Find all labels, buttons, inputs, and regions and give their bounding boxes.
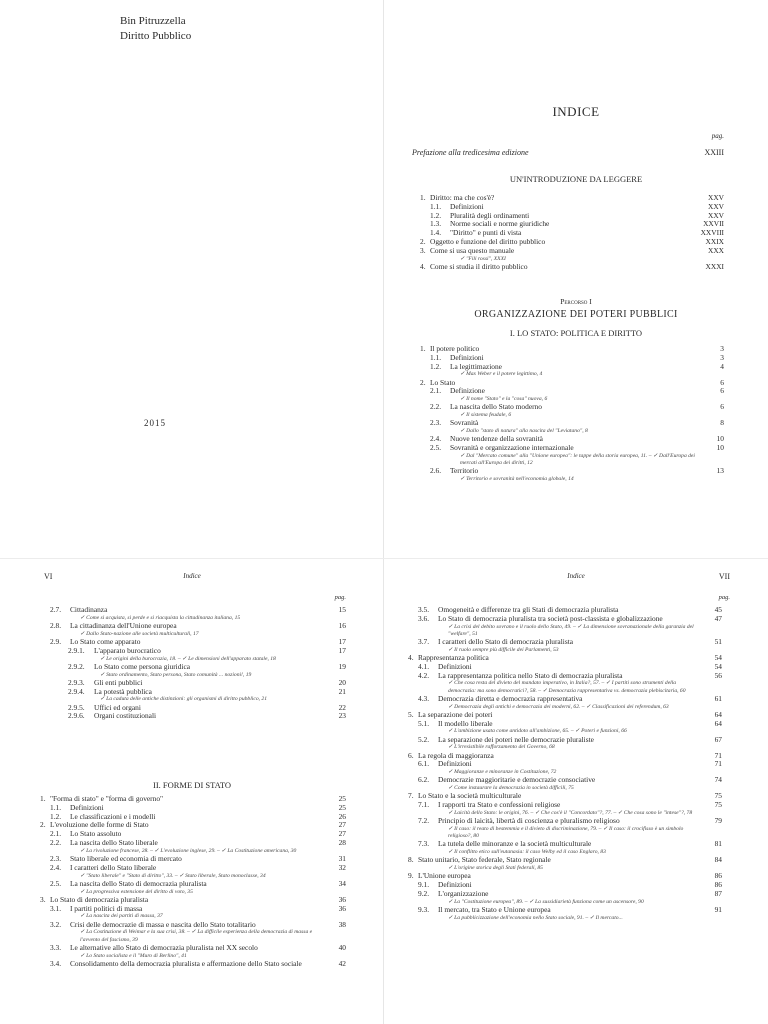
toc-entry-number: 2.2. [50,837,62,847]
toc-entry-page: 25 [338,802,346,812]
toc-entry-number: 3. [420,245,426,255]
toc-entry-text: Il potere politico [430,344,480,353]
toc-entry-page: 86 [714,871,722,881]
toc-entry-text: Omogeneità e differenze tra gli Stati di democrazia pluralista [438,605,619,614]
toc-entry-number: 9.1. [418,880,430,890]
toc-entry-text: "Diritto" e punti di vista [450,228,522,238]
toc-entry-page: 45 [714,605,722,614]
toc-entry-number: 1.1. [430,201,442,211]
toc-entry-text: Le alternative allo Stato di democrazia pluralista nel XX secolo [70,942,258,952]
toc-subnote[interactable] [40,696,346,703]
chapter-title: II. FORME DI STATO [152,780,232,790]
toc-entry-page: 56 [714,670,722,680]
toc-entry-number: 1.1. [430,352,442,362]
toc-entry[interactable] [408,906,722,915]
toc-entry-number: 7.1. [418,800,430,810]
toc-entry-page: 17 [338,637,346,646]
toc-entry-number: 1.3. [430,219,442,229]
toc-entry-page: 74 [714,775,722,785]
toc-entry-text: ✓ La rivoluzione francese, 28. – ✓ L'evoluzione inglese, 29. – ✓ La Costituzione americana, 30 [80,847,297,854]
toc-entry-text: ✓ Il ruolo sempre più difficile dei Parlamenti, 53 [448,646,559,653]
toc-entry[interactable] [40,944,346,953]
toc-entry-page: 22 [338,702,346,712]
toc-entry-text: ✓ La progressiva estensione del diritto di voto, 35 [80,888,193,895]
toc-entry-number: 5. [408,709,414,719]
toc-entry-page: 84 [714,855,722,865]
chapter-title: I. LO STATO: POLITICA E DIRITTO [509,328,643,338]
toc-entry-number: 2.5. [50,878,62,888]
toc-entry[interactable] [40,688,346,697]
toc-entry-text: Territorio [450,466,479,476]
toc-entry-number: 7.2. [418,816,430,826]
toc-entry-page: 79 [714,816,722,826]
toc-entry-text: Diritto: ma che cos'è? [430,193,495,202]
toc-entry-text: ✓ Maggioranze e minoranze in Costituzione, 72 [448,769,557,776]
toc-entry-text: Gli enti pubblici [94,677,143,687]
index-title: INDICE [552,104,600,119]
toc-entry-page: 19 [338,661,346,671]
toc-entry-text: Definizioni [438,661,472,671]
toc-entry-text: ✓ Dal "Mercato comune" alla "Unione europea": le tappe della storia europea, 11. – ✓ Dall'Europa dei mercati all'Europa dei diritti, 12 [460,452,695,467]
toc-entry-text: Definizioni [438,880,472,890]
toc-entry[interactable] [40,864,346,873]
toc-entry-text: L'organizzazione [438,888,489,898]
toc-entry-page: 3 [720,344,724,353]
toc-entry[interactable] [420,403,724,412]
toc-entry[interactable] [420,247,724,256]
toc-entry-text: L'Unione europea [418,871,471,881]
toc-entry-page: 6 [720,386,724,396]
toc-entry-number: 2.2. [430,402,442,412]
toc-entry-page: 64 [714,718,722,728]
toc-entry-text: La separazione dei poteri [418,709,493,719]
toc-entry-text: ✓ Le origini della burocrazia, 18. – ✓ Le dimensioni dell'apparato statale, 18 [100,655,276,662]
toc-entry-text: Il mercato, tra Stato e Unione europea [438,904,551,914]
toc-entry-page: 67 [714,734,722,744]
toc-entry[interactable] [420,363,724,372]
toc-entry-number: 2.6. [430,466,442,476]
toc-entry-number: 2.4. [430,434,442,444]
toc-entry-text: Lo Stato di democrazia pluralista tra società post-classista e globalizzazione [438,613,663,623]
percorso-label: Percorso I [560,297,592,306]
toc-entry-text: Lo Stato come persona giuridica [94,661,191,671]
toc-entry-page: 40 [338,942,346,952]
toc-entry-text: Crisi delle democrazie di massa e nascita dello Stato totalitario [70,919,256,929]
toc-entry-text: La potestà pubblica [94,686,152,696]
intro-toc-list [420,194,724,272]
toc-list-b [40,795,346,969]
toc-entry[interactable] [40,839,346,848]
toc-entry-text: Le classificazioni e i modelli [70,811,156,821]
toc-entry-page: XXV [707,201,724,211]
toc-entry-page: XXXI [705,261,724,271]
toc-subnote[interactable] [408,915,722,922]
toc-entry-number: 1.2. [50,811,62,821]
toc-entry-page: 26 [338,811,346,821]
toc-entry-text: I caratteri dello Stato liberale [70,862,157,872]
toc-entry[interactable] [408,856,722,865]
toc-entry-text: ✓ Che cosa resta del divieto del mandato imperativo, in Italia?, 57. – ✓ I partiti sono strumenti della democrazia: ma sono democratici?, 58. – ✓ Democrazia rappresentativa vs. democrazia plebiscitaria, 60 [448,680,686,694]
toc-subnote[interactable] [420,453,724,467]
toc-subnote[interactable] [408,680,722,694]
toc-entry-number: 3.5. [418,605,430,614]
toc-entry-number: 3. [40,894,46,904]
running-header: Indice [183,572,201,580]
toc-entry-page: 34 [338,878,346,888]
toc-entry-page: 91 [714,904,722,914]
toc-entry-number: 2.9.3. [68,677,85,687]
toc-entry-page: 32 [338,862,346,872]
toc-list-a [40,606,346,721]
toc-entry-number: 2.1. [50,829,62,839]
toc-entry-text: ✓ L'ambizione usata come antidoto all'ambizione, 65. – ✓ Poteri e funzioni, 66 [448,728,627,735]
toc-entry-page: 4 [720,361,724,371]
toc-entry-page: 75 [714,800,722,810]
toc-entry-text: La cittadinanza dell'Unione europea [70,621,177,630]
pag-label: pag. [718,594,730,601]
book-title: Diritto Pubblico [120,30,192,42]
toc-entry-number: 6.2. [418,775,430,785]
toc-entry-page: XXV [707,210,724,220]
toc-entry-number: 3.3. [50,942,62,952]
index-page-first [384,0,768,560]
toc-entry-text: Uffici ed organi [94,702,141,712]
toc-entry-number: 2.8. [50,621,62,630]
index-page-vii [384,560,768,1024]
toc-entry-text: ✓ La Costituzione di Weimar e la sua crisi, 38. – ✓ La difficile esperienza della democrazia di massa e l'avvento del fascismo, 39 [80,929,313,943]
toc-subnote[interactable] [408,624,722,638]
toc-entry-text: Il modello liberale [438,718,493,728]
toc-entry-text: ✓ L'irresistibile rafforzamento del Governo, 68 [448,744,555,751]
toc-entry-number: 2.4. [50,862,62,872]
toc-entry-text: ✓ "Fili rossi", XXXI [460,255,506,262]
author-name: Bin Pitruzzella [120,15,186,27]
toc-entry-number: 2.9.2. [68,661,85,671]
toc-entry[interactable] [40,606,346,615]
toc-entry[interactable] [40,880,346,889]
toc-entry-number: 1.2. [430,361,442,371]
toc-entry-number: 3.7. [418,637,430,646]
toc-entry-number: 3.6. [418,613,430,623]
toc-entry[interactable] [40,905,346,914]
toc-entry-page: 25 [338,794,346,803]
toc-entry-page: 31 [338,853,346,863]
toc-entry-number: 2.9. [50,637,62,646]
toc-entry-number: 2.9.1. [68,645,85,655]
toc-entry[interactable] [408,817,722,826]
toc-entry-text: ✓ La nascita dei partiti di massa, 37 [80,913,163,920]
toc-entry-page: 71 [714,750,722,760]
toc-entry-number: 2.5. [430,443,442,453]
toc-entry[interactable] [40,622,346,631]
intro-heading: UN'INTRODUZIONE DA LEGGERE [509,174,643,184]
toc-entry-page: 6 [720,402,724,412]
author-block [120,14,191,44]
toc-entry-text: Pluralità degli ordinamenti [450,210,530,220]
toc-entry-text: Sovranità [450,418,479,428]
toc-entry-text: La nascita dello Stato moderno [450,402,542,412]
toc-subnote[interactable] [420,371,724,378]
toc-entry-number: 2.9.5. [68,702,85,712]
toc-entry-number: 2.9.4. [68,686,85,696]
pag-label: pag. [711,132,724,140]
toc-entry-text: ✓ La crisi del debito sovrano e il ruolo dello Stato, 49. – ✓ La dimensione sovranazionale della garanzia del "welfare", 51 [448,623,694,637]
toc-entry-number: 1.1. [50,802,62,812]
toc-entry-number: 4. [420,261,426,271]
toc-entry-text: ✓ La "Costituzione europea", 89. – ✓ La sussidiarietà funziona come un ascensore, 90 [448,898,644,905]
toc-entry-text: I rapporti tra Stato e confessioni religiose [438,800,561,810]
toc-entry-number: 3.2. [50,919,62,929]
toc-entry-page: 75 [714,791,722,801]
toc-entry-number: 2.3. [50,853,62,863]
toc-entry-page: 10 [716,434,724,444]
toc-entry[interactable] [408,890,722,899]
toc-entry-text: La rappresentanza politica nello Stato di democrazia pluralista [438,670,623,680]
toc-entry[interactable] [408,615,722,624]
toc-entry[interactable] [40,960,346,969]
toc-entry-text: Definizioni [70,802,104,812]
toc-entry-page: 3 [720,352,724,362]
toc-entry-text: ✓ "Stato liberale" e "Stato di diritto", 33. – ✓ Stato liberale, Stato monoclasse, 34 [80,872,266,879]
toc-entry[interactable] [408,672,722,681]
toc-entry-text: L'apparato burocratico [94,645,161,655]
toc-entry-text: ✓ L'origine storica degli Stati federali, 85 [448,865,543,872]
toc-entry-text: Rappresentanza politica [418,653,489,662]
toc-entry-text: Definizioni [438,759,472,769]
toc-entry-text: La legittimazione [450,361,502,371]
toc-entry[interactable] [40,638,346,647]
toc-entry-page: 10 [716,443,724,453]
toc-entry-number: 5.2. [418,734,430,744]
toc-entry-page: 38 [338,919,346,929]
toc-entry-page: 8 [720,418,724,428]
toc-subnote[interactable] [40,672,346,679]
toc-entry-page: 42 [338,958,346,968]
toc-entry-page: 81 [714,839,722,849]
toc-entry-text: ✓ Dallo Stato-nazione alle società multiculturali, 17 [80,630,199,637]
toc-entry-number: 2.7. [50,605,62,614]
preface-page: XXIII [704,148,724,157]
index-page-vi [0,560,384,1024]
toc-entry-text: Oggetto e funzione del diritto pubblico [430,236,546,246]
toc-entry-page: 15 [338,605,346,614]
toc-entry[interactable] [420,467,724,476]
toc-entry-number: 7.3. [418,839,430,849]
toc-entry-page: 23 [338,711,346,721]
toc-entry-text: Lo Stato [430,377,456,387]
toc-entry[interactable] [408,760,722,769]
toc-entry-text: La tutela delle minoranze e la società multiculturale [438,839,592,849]
toc-entry-number: 4.1. [418,661,430,671]
part-title: ORGANIZZAZIONE DEI POTERI PUBBLICI [474,309,678,320]
toc-subnote[interactable] [40,656,346,663]
toc-entry-text: Consolidamento della democrazia pluralista e affermazione dello Stato sociale [70,958,302,968]
toc-entry-page: 6 [720,377,724,387]
toc-entry-number: 1.4. [430,228,442,238]
toc-entry-page: 54 [714,653,722,662]
toc-entry-number: 1.2. [430,210,442,220]
toc-entry-page: XXVIII [700,228,724,238]
toc-entry-text: ✓ Max Weber e il potere legittimo, 4 [460,371,543,378]
toc-entry-number: 1. [420,193,426,202]
toc-entry-page: 17 [338,645,346,655]
toc-entry-text: Sovranità e organizzazione internazionale [450,443,574,453]
toc-entry-text: Norme sociali e norme giuridiche [450,219,550,229]
toc-entry-page: XXV [707,193,724,202]
publication-year: 2015 [144,418,166,428]
toc-entry-number: 2.1. [430,386,442,396]
toc-entry[interactable] [420,387,724,396]
toc-entry-text: Democrazia diretta e democrazia rappresentativa [438,693,583,703]
toc-entry-page: 27 [338,829,346,839]
toc-entry[interactable] [40,663,346,672]
pag-label: pag. [334,594,346,601]
toc-entry-text: Stato liberale ed economia di mercato [70,853,182,863]
toc-entry-page: 64 [714,709,722,719]
toc-entry-text: ✓ Dallo "stato di natura" alla nascita del "Leviatano", 8 [460,428,588,435]
toc-entry-number: 3.1. [50,903,62,913]
preface-entry[interactable]: Prefazione alla tredicesima edizione [412,148,529,157]
toc-entry-number: 4. [408,653,414,662]
toc-entry[interactable] [420,444,724,453]
toc-entry-number: 9. [408,871,414,881]
toc-subnote[interactable] [408,826,722,840]
toc-entry-text: La regola di maggioranza [418,750,494,760]
toc-entry-text: ✓ Lo Stato socialista e il "Muro di Berlino", 41 [80,952,187,959]
toc-entry[interactable] [408,638,722,647]
toc-entry-text: ✓ Laicità dello Stato: le origini, 76. – ✓ Che cos'è il "Concordato"?, 77. – ✓ Che cosa sono le "intese"?, 78 [448,809,693,816]
toc-list [408,606,722,922]
toc-entry[interactable] [408,776,722,785]
toc-entry[interactable] [420,263,724,272]
toc-entry-text: ✓ La pubblicizzazione dell'economia nello Stato sociale, 91. – ✓ Il mercato... [448,914,623,921]
toc-entry-text: I partiti politici di massa [70,903,143,913]
toc-entry-page: 86 [714,880,722,890]
toc-entry-text: Cittadinanza [70,605,108,614]
toc-entry-number: 6. [408,750,414,760]
toc-entry-text: ✓ Come si acquista, si perde e si riacquista la cittadinanza italiana, 15 [80,614,241,621]
toc-entry-page: 36 [338,903,346,913]
toc-entry-page: 51 [714,637,722,646]
page-number: VI [44,572,53,581]
title-page [0,0,384,560]
toc-entry-text: Lo Stato assoluto [70,829,122,839]
toc-entry-text: ✓ Stato ordinamento, Stato persona, Stato comunità ... nozioni!, 19 [100,671,252,678]
toc-entry[interactable] [40,679,346,688]
toc-entry[interactable] [408,840,722,849]
toc-entry-number: 7. [408,791,414,801]
toc-entry-text: Definizioni [450,352,484,362]
toc-entry-number: 9.3. [418,904,430,914]
toc-entry-text: Come si usa questo manuale [430,245,515,255]
toc-entry-page: XXVII [703,219,724,229]
toc-entry[interactable] [408,801,722,810]
toc-entry-text: Come si studia il diritto pubblico [430,261,528,271]
toc-entry-page: 20 [338,677,346,687]
toc-entry-text: ✓ Il sistema feudale, 6 [460,412,512,419]
toc-entry-number: 2. [420,377,426,387]
toc-entry-text: Stato unitario, Stato federale, Stato regionale [418,855,551,865]
toc-entry-text: Nuove tendenze della sovranità [450,434,543,444]
toc-entry[interactable] [408,695,722,704]
toc-entry-number: 5.1. [418,718,430,728]
toc-entry-number: 4.2. [418,670,430,680]
toc-entry-page: 27 [338,820,346,830]
toc-entry-text: Organi costituzionali [94,711,157,721]
toc-entry-text: ✓ Il nome "Stato" e la "cosa" nuova, 6 [460,396,548,403]
toc-entry-text: ✓ Il caso: il reato di bestemmia e il divieto di discriminazione, 79. – ✓ Il caso: il crocifisso è un simbolo religioso?, 80 [448,825,684,840]
toc-entry-text: "Forma di stato" e "forma di governo" [50,794,164,803]
toc-entry-text: Lo Stato come apparato [70,637,141,646]
toc-entry-number: 9.2. [418,888,430,898]
toc-entry-text: La nascita dello Stato di democrazia pluralista [70,878,207,888]
toc-entry[interactable] [40,712,346,721]
toc-entry-text: Lo Stato di democrazia pluralista [50,894,149,904]
toc-entry-number: 2.9.6. [68,711,85,721]
toc-subnote[interactable] [40,929,346,943]
chapter-toc-list [420,345,724,483]
toc-entry-number: 1. [40,794,46,803]
toc-entry-page: 87 [714,888,722,898]
toc-entry-page: XXX [707,245,724,255]
toc-entry-page: 28 [338,837,346,847]
toc-entry-page: 61 [714,693,722,703]
running-header: Indice [567,572,585,580]
toc-entry-page: 71 [714,759,722,769]
toc-entry-number: 3.4. [50,958,62,968]
toc-entry-text: ✓ Come instaurare la democrazia in società difficili, 75 [448,785,574,792]
toc-entry-text: Lo Stato e la società multiculturale [418,791,522,801]
toc-entry-number: 2. [420,236,426,246]
toc-entry-number: 8. [408,855,414,865]
toc-entry-text: ✓ Territorio e sovranità nell'economia globale, 14 [460,476,574,483]
toc-entry[interactable] [420,419,724,428]
toc-entry-text: Definizioni [450,201,484,211]
toc-entry-page: 13 [716,466,724,476]
toc-entry-text: I caratteri dello Stato di democrazia pluralista [438,637,574,646]
toc-entry-number: 4.3. [418,693,430,703]
toc-entry-text: Democrazie maggioritarie e democrazie consociative [438,775,596,785]
toc-entry-text: Principio di laicità, libertà di coscienza e pluralismo religioso [438,816,620,826]
toc-entry-number: 2. [40,820,46,830]
toc-entry-page: 54 [714,661,722,671]
toc-entry-text: ✓ Il conflitto etico sull'eutanasia: il caso Welby ed il caso Englaro, 83 [448,849,606,856]
toc-entry-text: ✓ La caduta delle antiche distinzioni: gli organismi di diritto pubblico, 21 [100,696,268,703]
toc-entry-number: 2.3. [430,418,442,428]
toc-entry-page: 21 [338,686,346,696]
toc-entry-text: L'evoluzione delle forme di Stato [50,820,149,830]
toc-entry-text: ✓ Democrazia degli antichi e democrazia dei moderni, 62. – ✓ Classificazioni dei referendum, 63 [448,703,669,710]
toc-entry-page: 47 [714,613,722,623]
toc-entry[interactable] [40,704,346,713]
toc-entry-text: La nascita dello Stato liberale [70,837,158,847]
toc-entry-number: 1. [420,344,426,353]
page-number: VII [718,572,730,581]
toc-entry-page: 36 [338,894,346,904]
toc-subnote[interactable] [420,476,724,483]
toc-entry-text: Definizione [450,386,485,396]
toc-entry-number: 6.1. [418,759,430,769]
toc-entry[interactable] [40,647,346,656]
toc-entry-page: 16 [338,621,346,630]
toc-entry-text: La separazione dei poteri nelle democrazie pluraliste [438,734,594,744]
toc-entry-page: XXIX [705,236,724,246]
